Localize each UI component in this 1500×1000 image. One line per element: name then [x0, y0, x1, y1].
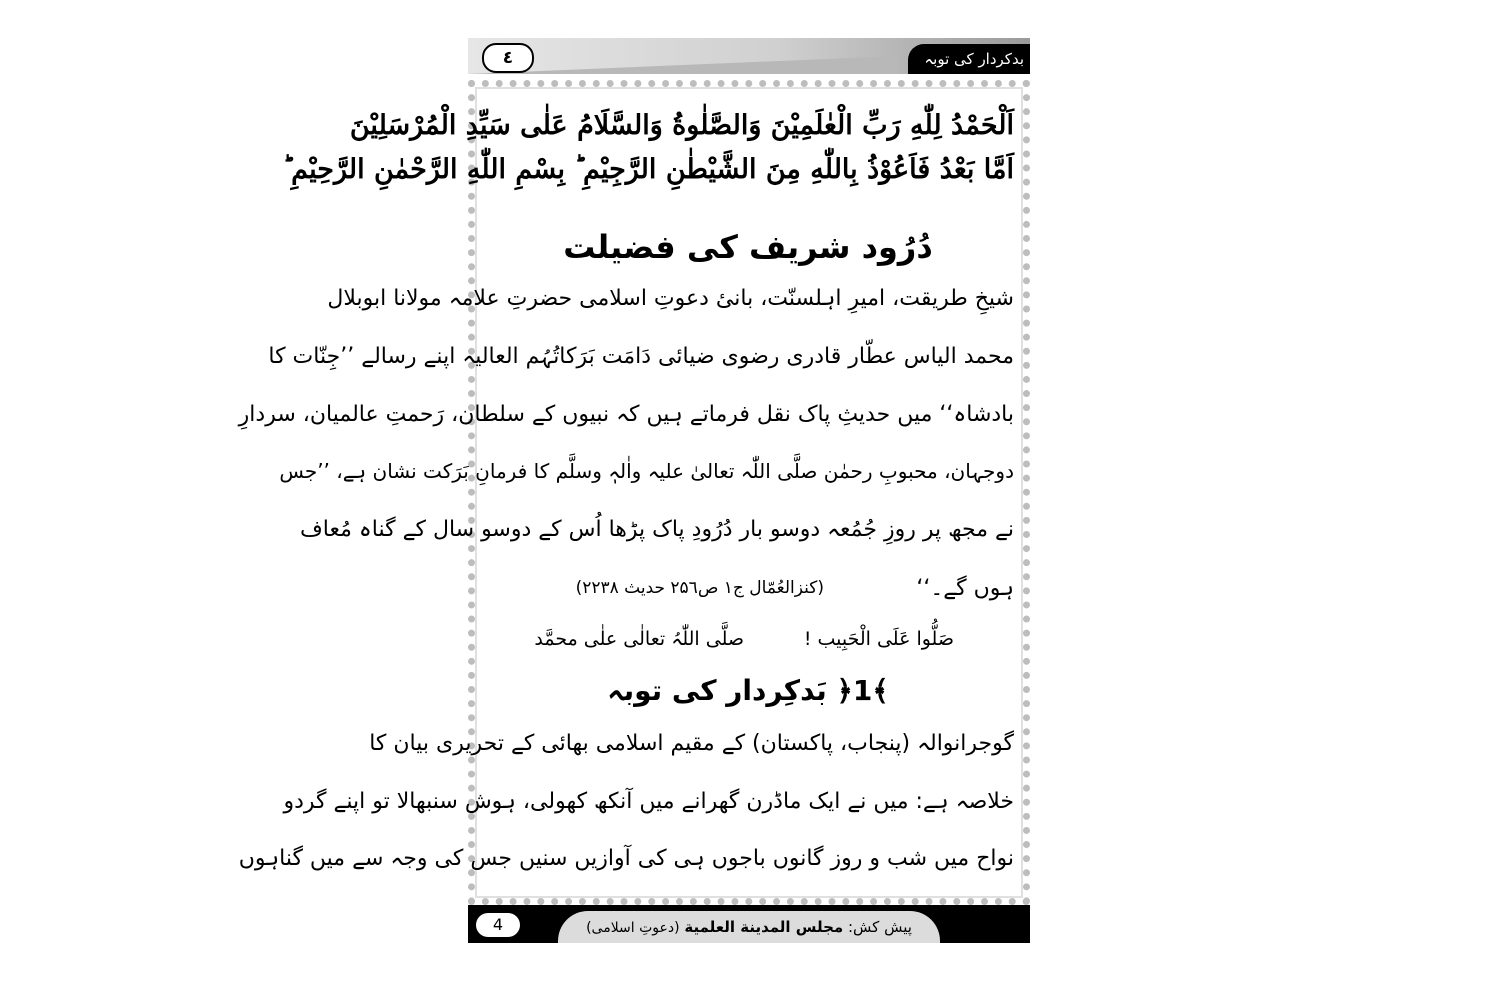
story-heading — [482, 674, 1014, 707]
page-header — [468, 38, 1030, 74]
salawat-response: صلَّی اللّٰہُ تعالٰی علٰی محمَّد — [534, 628, 744, 650]
running-title: بدکردار کی توبہ — [908, 44, 1030, 74]
publisher-name: مجلس المدينة العلمية — [684, 918, 844, 936]
decorative-border — [238, 80, 1030, 905]
hamd-line: اَلْحَمْدُ لِلّٰهِ رَبِّ الْعٰلَمِيْنَ وَالصَّلٰوةُ وَالسَّلَامُ عَلٰی سَيِّدِ الْمُرْسَلِيْنَ — [349, 110, 1014, 141]
body-line: نے مجھ پر روزِ جُمُعہ دوسو بار دُرُودِ پاک پڑھا اُس کے دوسو سال کے گناہ مُعاف — [300, 517, 1014, 542]
body-line: محمد الیاس عطّار قادری رضوی ضیائی دَامَت بَرَکاتُہُم العالیہ اپنے رسالے ’’جِنّات کا — [268, 344, 1014, 369]
story-number: ﴾1﴿ — [826, 674, 889, 707]
body-line: خلاصہ ہے: میں نے ایک ماڈرن گھرانے میں آنکھ کھولی، ہوش سنبھالا تو اپنے گردو — [283, 789, 1014, 814]
footer-page-number: 4 — [476, 913, 520, 937]
footer-publisher — [558, 911, 940, 943]
section-heading: دُرُود شریف کی فضیلت — [563, 228, 933, 266]
body-line: نواح میں شب و روز گانوں باجوں ہی کی آوازیں سنیں جس کی وجہ سے میں گناہوں — [238, 846, 1014, 871]
publisher-note: (دعوتِ اسلامی) — [586, 920, 680, 936]
salawat-call: صَلُّوا عَلَی الْحَبِیب ! — [803, 628, 954, 650]
hadith-citation: (کنزالعُمّال ج۱ ص۲۵٦ حدیث ۲۲۳۸) — [575, 578, 824, 598]
book-page — [238, 38, 1030, 943]
taawwuz-bismillah-line: اَمَّا بَعْدُ فَاَعُوْذُ بِاللّٰهِ مِنَ الشَّيْطٰنِ الرَّجِيْمِ ؕ بِسْمِ اللّٰهِ الرَّحْمٰنِ الرَّحِيْمِ ؕ — [282, 154, 1014, 185]
body-line: ہوں گے۔‘‘ — [916, 576, 1014, 601]
page-footer — [468, 905, 1030, 943]
body-line: گوجرانوالہ (پنجاب، پاکستان) کے مقیم اسلامی بھائی کے تحریری بیان کا — [369, 731, 1014, 756]
body-line: شیخِ طریقت، امیرِ اہلسنّت، بانیٔ دعوتِ اسلامی حضرتِ علامہ مولانا ابوبلال — [327, 286, 1014, 311]
header-page-number: ٤ — [482, 43, 534, 73]
presenter-label: پیش کش: — [848, 918, 912, 936]
body-line: بادشاہ‘‘ میں حدیثِ پاک نقل فرماتے ہیں کہ نبیوں کے سلطان، رَحمتِ عالمیان، سردارِ — [238, 402, 1014, 427]
story-title: بَدکِردار کی توبہ — [607, 674, 827, 707]
body-line: دوجہان، محبوبِ رحمٰن صلَّی اللّٰہ تعالیٰ علیہ واٰلہٖ وسلَّم کا فرمانِ بَرَکت نشان ہے، ’’جس — [279, 459, 1014, 483]
